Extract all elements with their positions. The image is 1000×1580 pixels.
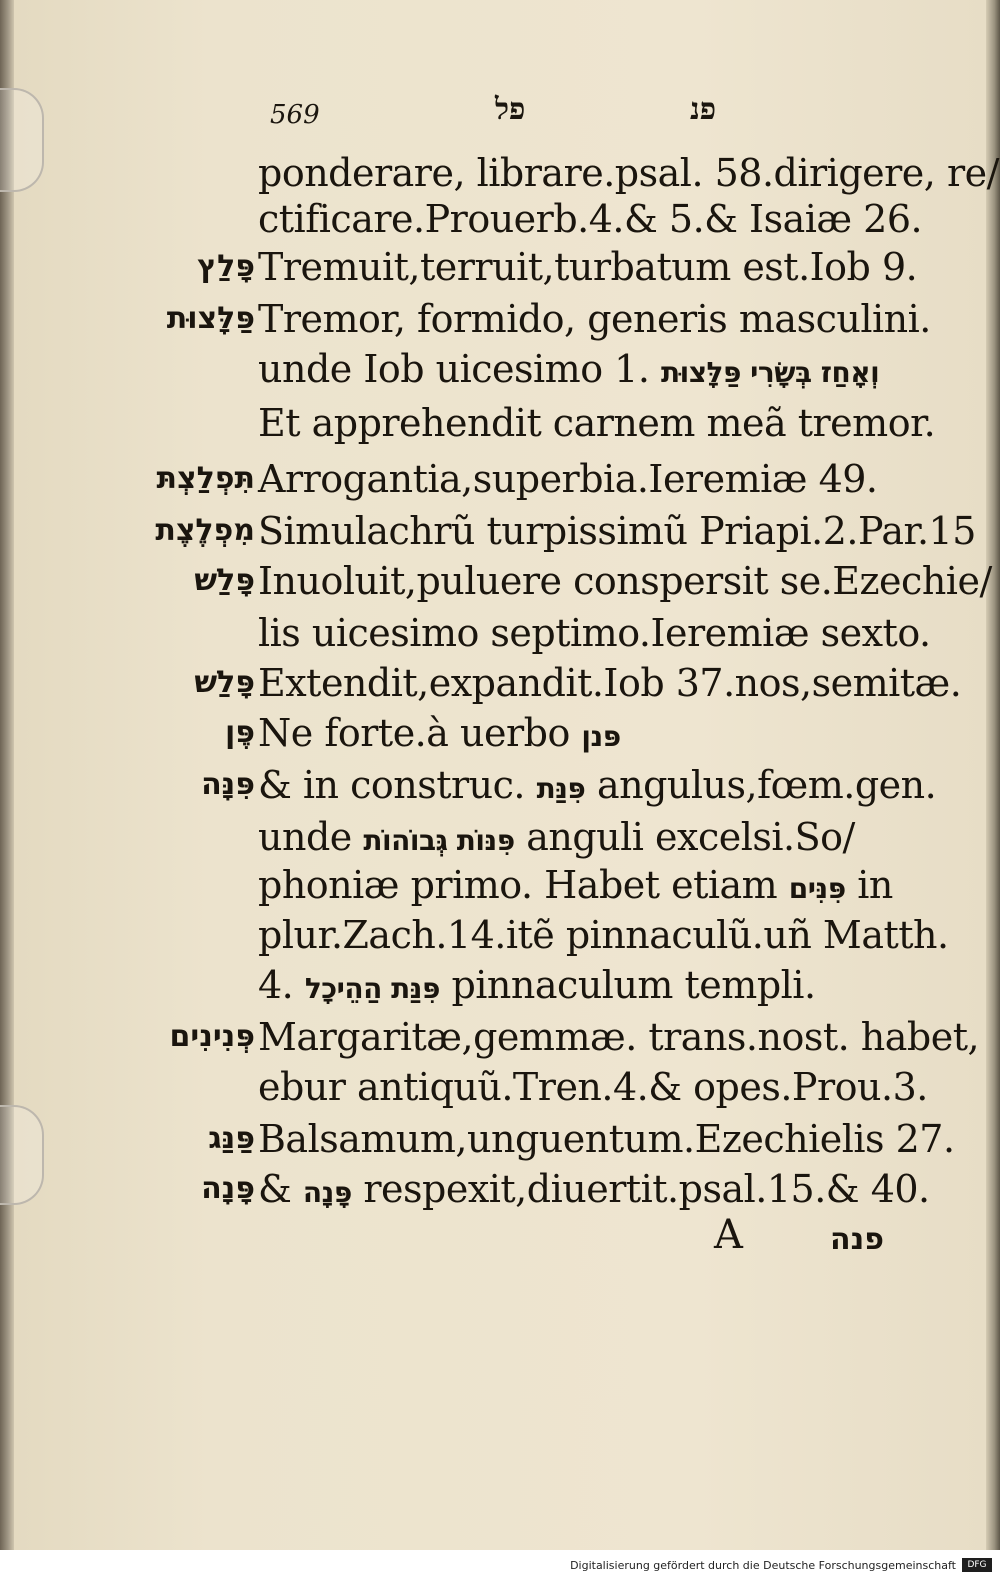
latin-text: in (857, 863, 893, 907)
hebrew-quotation: פִּנּוֹת גְּבוֹהוֹת (363, 824, 515, 857)
hebrew-headword: פֶּן (224, 715, 255, 750)
text-line (258, 962, 816, 1012)
signature-mark: A (714, 1212, 743, 1258)
text-line (258, 1166, 930, 1216)
text-line (258, 1014, 979, 1060)
catchword: פנה (830, 1222, 884, 1257)
text-line (258, 710, 621, 760)
hebrew-quotation: פָּנָה (302, 1176, 352, 1209)
hebrew-headword: פָּלַשׁ (194, 563, 255, 598)
latin-text: ponderare, librare.psal. 58.dirigere, re/ (258, 151, 999, 195)
hebrew-headword: פָּלַשׁ (194, 665, 255, 700)
latin-text: 4. (258, 963, 294, 1007)
latin-text: Tremor, formido, generis masculini. (258, 297, 931, 341)
latin-text: angulus,fœm.gen. (596, 763, 937, 807)
running-head-left: פל (495, 92, 526, 127)
latin-text: Extendit,expandit.Iob 37.nos,semitæ. (258, 661, 962, 705)
latin-text: Simulachrũ turpissimũ Priapi.2.Par.15 (258, 509, 976, 553)
text-line (258, 762, 936, 812)
text-line (258, 610, 931, 656)
latin-text: plur.Zach.14.itẽ pinnaculũ.uñ Matth. (258, 913, 949, 957)
text-line (258, 862, 893, 912)
hebrew-quotation: פִּנַּת (536, 772, 586, 805)
latin-text: & (258, 1167, 292, 1211)
hebrew-headword: פָּנָה (201, 1171, 255, 1206)
latin-text: Tremuit,terruit,turbatum est.Iob 9. (258, 245, 918, 289)
text-line (258, 244, 917, 290)
latin-text: ebur antiquũ.Tren.4.& opes.Prou.3. (258, 1065, 928, 1109)
latin-text: unde Iob uicesimo 1. (258, 347, 650, 391)
text-line (258, 296, 931, 342)
hebrew-headword: פַּנַּג (208, 1121, 255, 1156)
text-line (258, 1116, 955, 1162)
text-line (258, 912, 949, 958)
latin-text: lis uicesimo septimo.Ieremiæ sexto. (258, 611, 931, 655)
hebrew-quotation: וְאָחַז בְּשָׂרִי פַּלָּצוּת (661, 356, 880, 389)
text-line (258, 196, 922, 242)
latin-text: Ne forte.à uerbo (258, 711, 570, 755)
hebrew-quotation: פִּנִּים (788, 872, 846, 905)
latin-text: Et apprehendit carnem meã tremor. (258, 401, 936, 445)
hebrew-headword: פְּנִינִים (169, 1019, 255, 1054)
latin-text: anguli excelsi.So/ (526, 815, 855, 859)
running-head-right: פנ (690, 92, 717, 127)
hebrew-headword: פַּלָּצוּת (166, 301, 255, 336)
text-line (258, 346, 879, 396)
text-line (258, 456, 878, 502)
hebrew-quotation: פּנן (581, 720, 621, 753)
latin-text: respexit,diuertit.psal.15.& 40. (363, 1167, 930, 1211)
latin-text: Inuoluit,puluere conspersit se.Ezechie/ (258, 559, 992, 603)
latin-text: pinnaculum templi. (451, 963, 816, 1007)
dfg-logo: DFG (962, 1558, 992, 1572)
hebrew-headword: מִפְלֶצֶת (155, 513, 255, 548)
latin-text: Arrogantia,superbia.Ieremiæ 49. (258, 457, 878, 501)
latin-text: & in construc. (258, 763, 526, 807)
digitization-footer (0, 1550, 1000, 1580)
text-line (258, 508, 976, 554)
folio-number: 569 (270, 100, 320, 130)
text-line (258, 400, 935, 446)
latin-text: Margaritæ,gemmæ. trans.nost. habet, (258, 1015, 980, 1059)
latin-text: ctificare.Prouerb.4.& 5.& Isaiæ 26. (258, 197, 923, 241)
hebrew-headword: תִּפְלַצְתּ (156, 461, 255, 496)
hebrew-headword: פָּלַץ (197, 249, 255, 284)
text-line (258, 1064, 928, 1110)
hebrew-headword: פִּנָּה (201, 767, 255, 802)
text-line (258, 660, 961, 706)
hebrew-quotation: פִּנַּת הַהֵיכָל (304, 972, 440, 1005)
text-line (258, 150, 999, 196)
latin-text: Balsamum,unguentum.Ezechielis 27. (258, 1117, 955, 1161)
latin-text: phoniæ primo. Habet etiam (258, 863, 778, 907)
latin-text: unde (258, 815, 352, 859)
text-line (258, 814, 855, 864)
text-line (258, 558, 992, 604)
funding-credit: Digitalisierung gefördert durch die Deutsche Forschungsgemeinschaft (570, 1559, 956, 1572)
